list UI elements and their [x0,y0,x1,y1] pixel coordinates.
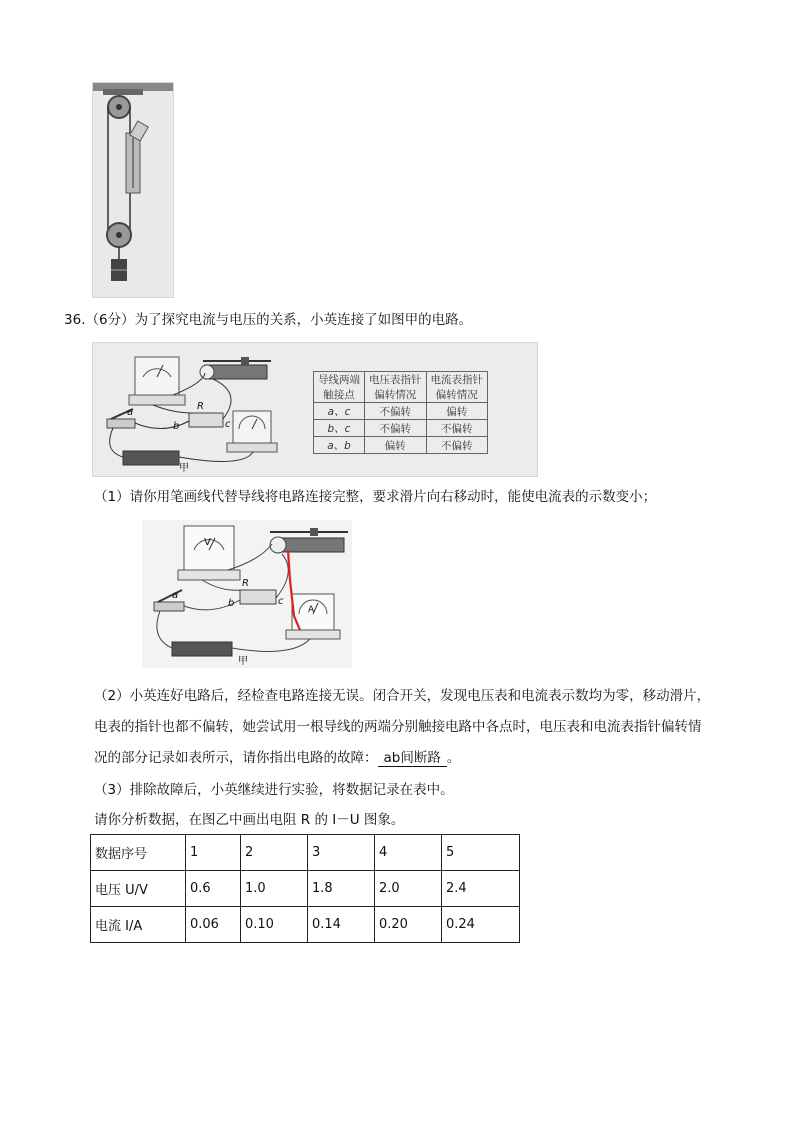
ammeter-symbol: A [308,605,315,615]
fault-table-header: 导线两端 触接点 [314,372,365,403]
answer-label-point-a: a [172,590,179,601]
data-table-cell: 0.06 [186,907,241,943]
data-table-cell: 1 [186,835,241,871]
data-table-cell: 2.0 [375,871,442,907]
data-table-row [91,907,520,943]
fault-table-row [314,420,488,437]
fault-answer: ab间断路 [378,750,447,767]
label-fig-jia: 甲 [179,463,189,474]
circuit-figure-jia [92,342,538,477]
pulley-figure [92,82,174,298]
data-table-cell: 0.10 [241,907,308,943]
fault-table-cell: 不偏转 [426,437,488,454]
data-table-row [91,871,520,907]
fault-table-cell: 偏转 [365,437,427,454]
circuit-answer-figure [142,520,352,668]
fault-table-header: 电压表指针 偏转情况 [365,372,427,403]
answer-label-point-c: c [278,596,284,607]
data-table-cell: 2.4 [442,871,520,907]
data-table-cell: 电流 I/A [91,907,186,943]
data-table [90,834,520,943]
data-table-cell: 2 [241,835,308,871]
label-point-c: c [225,419,231,430]
fault-table-header-row [314,372,488,403]
fault-table-cell: a、c [314,403,365,420]
part1-text: （1）请你用笔画线代替导线将电路连接完整，要求滑片向右移动时，能使电流表的示数变小； [94,489,657,505]
data-table-cell: 4 [375,835,442,871]
part3-line2: 请你分析数据，在图乙中画出电阻 R 的 I－U 图象。 [94,812,405,828]
fault-table [313,371,488,454]
data-table-cell: 电压 U/V [91,871,186,907]
part2-line2: 电表的指针也都不偏转，她尝试用一根导线的两端分别触接电路中各点时，电压表和电流表指针偏转情 [94,719,702,735]
fault-table-cell: 不偏转 [365,403,427,420]
fault-table-cell: b、c [314,420,365,437]
data-table-cell: 1.8 [308,871,375,907]
fault-table-cell: 偏转 [426,403,488,420]
data-table-cell: 0.14 [308,907,375,943]
question-intro: 为了探究电流与电压的关系，小英连接了如图甲的电路。 [134,312,473,328]
fault-table-cell: a、b [314,437,365,454]
label-point-a: a [127,407,134,418]
data-table-row [91,835,520,871]
data-table-cell: 3 [308,835,375,871]
part2-line3-suffix: 。 [446,750,461,766]
data-table-cell: 0.24 [442,907,520,943]
data-table-cell: 5 [442,835,520,871]
label-point-b: b [173,421,180,432]
fault-table-cell: 不偏转 [426,420,488,437]
voltmeter-symbol: V [204,537,211,548]
question-number: 36 [64,312,82,328]
answer-label-point-b: b [228,598,235,609]
label-resistor: R [197,401,204,412]
data-table-cell: 1.0 [241,871,308,907]
fault-table-header: 电流表指针 偏转情况 [426,372,488,403]
fault-table-cell: 不偏转 [365,420,427,437]
part2-line3 [94,748,460,768]
fault-table-row [314,403,488,420]
part3-line1: （3）排除故障后，小英继续进行实验，将数据记录在表中。 [94,782,454,798]
data-table-cell: 数据序号 [91,835,186,871]
answer-label-fig-jia: 甲 [238,656,248,667]
pulley-drawing [93,83,173,297]
part2-line3-prefix: 况的部分记录如表所示，请你指出电路的故障： [94,750,378,766]
part2-line1: （2）小英连好电路后，经检查电路连接无误。闭合开关，发现电压表和电流表示数均为零，移动滑片， [94,688,711,704]
data-table-cell: 0.20 [375,907,442,943]
question-points: （6分） [85,312,135,328]
question-header: 36.（6分）为了探究电流与电压的关系，小英连接了如图甲的电路。 [64,312,473,328]
data-table-cell: 0.6 [186,871,241,907]
fault-table-row [314,437,488,454]
answer-label-resistor: R [242,578,249,589]
